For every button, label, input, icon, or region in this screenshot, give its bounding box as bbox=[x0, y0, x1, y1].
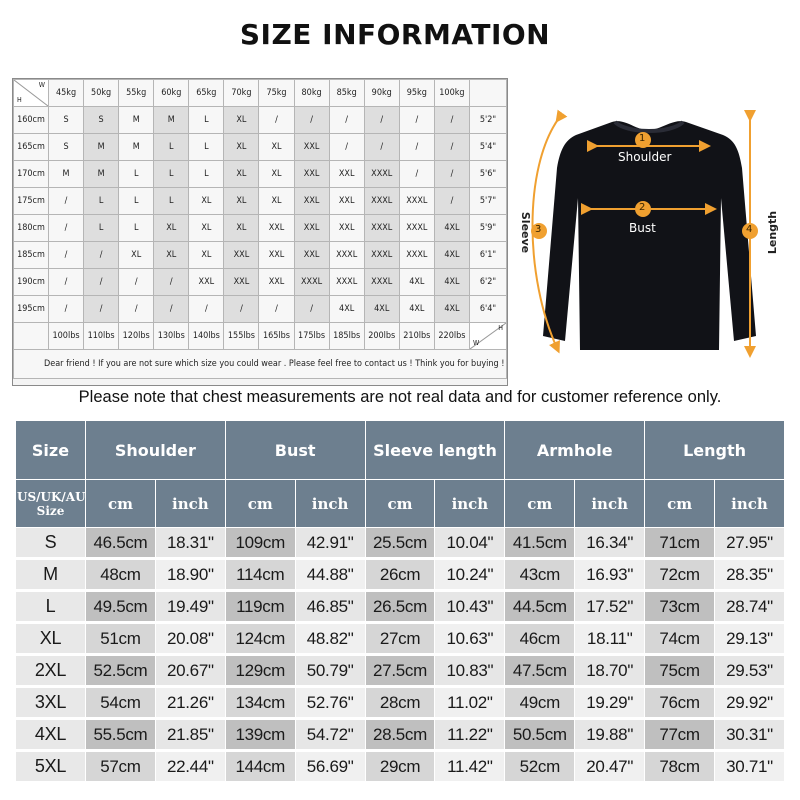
height-cm-cell: 190cm bbox=[14, 269, 49, 296]
inch-value: 44.88" bbox=[295, 559, 365, 591]
size-cell: L bbox=[16, 591, 86, 623]
cm-value: 114cm bbox=[225, 559, 295, 591]
size-cell: XXL bbox=[294, 188, 329, 215]
size-cell: XXL bbox=[294, 134, 329, 161]
unit-inch-header: inch bbox=[575, 480, 645, 528]
inch-value: 56.69" bbox=[295, 751, 365, 783]
size-cell: / bbox=[434, 134, 469, 161]
inch-value: 18.11" bbox=[575, 623, 645, 655]
height-feet-cell: 5'2" bbox=[470, 107, 507, 134]
group-header: Bust bbox=[225, 421, 365, 480]
size-cell: XXXL bbox=[329, 242, 364, 269]
size-cell: XXXL bbox=[329, 269, 364, 296]
cm-value: 43cm bbox=[505, 559, 575, 591]
size-cell: XXL bbox=[189, 269, 224, 296]
size-cell: / bbox=[119, 296, 154, 323]
size-cell: S bbox=[16, 528, 86, 559]
cm-value: 25.5cm bbox=[365, 528, 435, 559]
cm-value: 44.5cm bbox=[505, 591, 575, 623]
table-row bbox=[16, 559, 785, 591]
size-cell: XL bbox=[224, 215, 259, 242]
marker-3: 3 bbox=[535, 224, 542, 235]
weight-lbs-cell: 220lbs bbox=[434, 323, 469, 350]
corner-h-label: H bbox=[17, 96, 22, 104]
size-cell: M bbox=[84, 161, 119, 188]
height-feet-cell: 6'2" bbox=[470, 269, 507, 296]
inch-value: 20.67" bbox=[155, 655, 225, 687]
inch-value: 16.93" bbox=[575, 559, 645, 591]
cm-value: 29cm bbox=[365, 751, 435, 783]
inch-value: 10.83" bbox=[435, 655, 505, 687]
marker-4: 4 bbox=[746, 224, 753, 235]
weight-height-chart bbox=[12, 78, 508, 386]
size-code-header: US/UK/AU Size bbox=[16, 480, 86, 528]
inch-value: 19.88" bbox=[575, 719, 645, 751]
weight-lbs-cell: 110lbs bbox=[84, 323, 119, 350]
size-cell: XL bbox=[154, 215, 189, 242]
size-cell: 4XL bbox=[399, 269, 434, 296]
weight-kg-header: 50kg bbox=[84, 80, 119, 107]
size-cell: XXL bbox=[329, 161, 364, 188]
size-cell: XL bbox=[224, 161, 259, 188]
size-cell: / bbox=[329, 134, 364, 161]
table-row bbox=[16, 623, 785, 655]
size-cell: L bbox=[154, 188, 189, 215]
inch-value: 11.02" bbox=[435, 687, 505, 719]
size-cell: XL bbox=[154, 242, 189, 269]
size-cell: XXXL bbox=[364, 161, 399, 188]
cm-value: 57cm bbox=[86, 751, 156, 783]
corner-cell-bottom bbox=[470, 323, 507, 350]
group-header: Shoulder bbox=[86, 421, 226, 480]
size-cell: XXXL bbox=[364, 215, 399, 242]
table-row bbox=[16, 591, 785, 623]
size-cell: / bbox=[84, 242, 119, 269]
shoulder-label: Shoulder bbox=[618, 150, 672, 164]
size-cell: S bbox=[84, 107, 119, 134]
weight-kg-header: 60kg bbox=[154, 80, 189, 107]
height-feet-cell: 6'1" bbox=[470, 242, 507, 269]
size-cell: L bbox=[154, 134, 189, 161]
table-row bbox=[16, 751, 785, 783]
weight-lbs-cell: 120lbs bbox=[119, 323, 154, 350]
cm-value: 52cm bbox=[505, 751, 575, 783]
cm-value: 46cm bbox=[505, 623, 575, 655]
size-cell: XXXL bbox=[364, 242, 399, 269]
size-cell: XXL bbox=[224, 269, 259, 296]
size-cell: XL bbox=[224, 134, 259, 161]
table-row bbox=[16, 687, 785, 719]
page-title: SIZE INFORMATION bbox=[239, 18, 551, 51]
height-feet-cell: 6'4" bbox=[470, 296, 507, 323]
weight-lbs-cell: 175lbs bbox=[294, 323, 329, 350]
weight-lbs-cell: 130lbs bbox=[154, 323, 189, 350]
contact-note: Dear friend ! If you are not sure which size you could wear . Please feel free to contact us ! Think you for buying ! bbox=[14, 350, 507, 379]
length-label: Length bbox=[766, 210, 780, 255]
size-cell: L bbox=[189, 161, 224, 188]
cm-value: 139cm bbox=[225, 719, 295, 751]
inch-value: 46.85" bbox=[295, 591, 365, 623]
weight-kg-header: 70kg bbox=[224, 80, 259, 107]
inch-value: 18.70" bbox=[575, 655, 645, 687]
cm-value: 41.5cm bbox=[505, 528, 575, 559]
size-cell: M bbox=[154, 107, 189, 134]
cm-value: 77cm bbox=[645, 719, 715, 751]
height-feet-cell: 5'9" bbox=[470, 215, 507, 242]
size-cell: XXL bbox=[329, 188, 364, 215]
inch-value: 54.72" bbox=[295, 719, 365, 751]
cm-value: 26.5cm bbox=[365, 591, 435, 623]
inch-value: 20.47" bbox=[575, 751, 645, 783]
weight-lbs-cell: 200lbs bbox=[364, 323, 399, 350]
size-cell: XXL bbox=[224, 242, 259, 269]
corner2-h-label: H bbox=[498, 324, 503, 332]
height-row bbox=[14, 161, 507, 188]
height-row bbox=[14, 269, 507, 296]
size-cell: 3XL bbox=[16, 687, 86, 719]
inch-value: 30.31" bbox=[715, 719, 785, 751]
size-cell: / bbox=[154, 269, 189, 296]
size-cell: L bbox=[84, 215, 119, 242]
size-cell: XXXL bbox=[294, 269, 329, 296]
inch-value: 29.13" bbox=[715, 623, 785, 655]
size-cell: / bbox=[364, 107, 399, 134]
cm-value: 55.5cm bbox=[86, 719, 156, 751]
empty-header-cell bbox=[470, 80, 507, 107]
cm-value: 49cm bbox=[505, 687, 575, 719]
weight-kg-header: 55kg bbox=[119, 80, 154, 107]
size-cell: L bbox=[119, 188, 154, 215]
size-cell: / bbox=[224, 296, 259, 323]
size-cell: XL bbox=[189, 188, 224, 215]
group-header: Sleeve length bbox=[365, 421, 505, 480]
cm-value: 74cm bbox=[645, 623, 715, 655]
height-feet-cell: 5'6" bbox=[470, 161, 507, 188]
size-cell: XXL bbox=[259, 269, 294, 296]
unit-inch-header: inch bbox=[155, 480, 225, 528]
unit-cm-header: cm bbox=[86, 480, 156, 528]
height-cm-cell: 165cm bbox=[14, 134, 49, 161]
sweater-illustration bbox=[515, 78, 785, 384]
inch-value: 19.29" bbox=[575, 687, 645, 719]
cm-value: 48cm bbox=[86, 559, 156, 591]
cm-value: 124cm bbox=[225, 623, 295, 655]
size-cell: XXXL bbox=[399, 188, 434, 215]
weight-lbs-cell: 155lbs bbox=[224, 323, 259, 350]
size-cell: / bbox=[49, 296, 84, 323]
weight-kg-header: 75kg bbox=[259, 80, 294, 107]
size-cell: 4XL bbox=[434, 269, 469, 296]
inch-value: 21.26" bbox=[155, 687, 225, 719]
size-cell: / bbox=[84, 269, 119, 296]
cm-value: 75cm bbox=[645, 655, 715, 687]
height-feet-cell: 5'4" bbox=[470, 134, 507, 161]
size-cell: XL bbox=[189, 215, 224, 242]
corner-cell-top bbox=[14, 80, 49, 107]
size-cell: / bbox=[364, 134, 399, 161]
weight-kg-header: 90kg bbox=[364, 80, 399, 107]
inch-value: 28.74" bbox=[715, 591, 785, 623]
height-cm-cell: 175cm bbox=[14, 188, 49, 215]
inch-value: 22.44" bbox=[155, 751, 225, 783]
size-cell: XXL bbox=[294, 161, 329, 188]
size-cell: 5XL bbox=[16, 751, 86, 783]
height-cm-cell: 195cm bbox=[14, 296, 49, 323]
cm-value: 76cm bbox=[645, 687, 715, 719]
inch-value: 20.08" bbox=[155, 623, 225, 655]
size-cell: L bbox=[119, 215, 154, 242]
size-cell: XXL bbox=[329, 215, 364, 242]
size-cell: / bbox=[119, 269, 154, 296]
cm-value: 27cm bbox=[365, 623, 435, 655]
size-cell: 4XL bbox=[434, 242, 469, 269]
cm-value: 46.5cm bbox=[86, 528, 156, 559]
unit-cm-header: cm bbox=[225, 480, 295, 528]
height-cm-cell: 170cm bbox=[14, 161, 49, 188]
inch-value: 21.85" bbox=[155, 719, 225, 751]
cm-value: 72cm bbox=[645, 559, 715, 591]
cm-value: 50.5cm bbox=[505, 719, 575, 751]
weight-kg-header: 45kg bbox=[49, 80, 84, 107]
size-cell: / bbox=[399, 161, 434, 188]
inch-value: 18.31" bbox=[155, 528, 225, 559]
inch-value: 48.82" bbox=[295, 623, 365, 655]
cm-value: 49.5cm bbox=[86, 591, 156, 623]
cm-value: 78cm bbox=[645, 751, 715, 783]
size-cell: 4XL bbox=[399, 296, 434, 323]
size-cell: 4XL bbox=[434, 215, 469, 242]
size-cell: / bbox=[434, 188, 469, 215]
inch-value: 30.71" bbox=[715, 751, 785, 783]
size-cell: / bbox=[49, 215, 84, 242]
height-row bbox=[14, 242, 507, 269]
weight-kg-header: 65kg bbox=[189, 80, 224, 107]
cm-value: 109cm bbox=[225, 528, 295, 559]
cm-value: 144cm bbox=[225, 751, 295, 783]
weight-lbs-cell: 140lbs bbox=[189, 323, 224, 350]
inch-value: 19.49" bbox=[155, 591, 225, 623]
unit-cm-header: cm bbox=[505, 480, 575, 528]
size-cell: XXL bbox=[259, 215, 294, 242]
height-row bbox=[14, 215, 507, 242]
weight-kg-header: 100kg bbox=[434, 80, 469, 107]
size-cell: 4XL bbox=[329, 296, 364, 323]
size-cell: / bbox=[329, 107, 364, 134]
size-cell: / bbox=[154, 296, 189, 323]
size-cell: / bbox=[294, 107, 329, 134]
height-cm-cell: 160cm bbox=[14, 107, 49, 134]
size-cell: / bbox=[434, 161, 469, 188]
size-cell: XL bbox=[224, 107, 259, 134]
cm-value: 54cm bbox=[86, 687, 156, 719]
inch-value: 29.92" bbox=[715, 687, 785, 719]
size-cell: XL bbox=[224, 188, 259, 215]
height-cm-cell: 180cm bbox=[14, 215, 49, 242]
size-cell: M bbox=[119, 134, 154, 161]
size-cell: XXL bbox=[259, 242, 294, 269]
cm-value: 47.5cm bbox=[505, 655, 575, 687]
inch-value: 17.52" bbox=[575, 591, 645, 623]
size-cell: / bbox=[399, 107, 434, 134]
inch-value: 52.76" bbox=[295, 687, 365, 719]
unit-cm-header: cm bbox=[365, 480, 435, 528]
inch-value: 16.34" bbox=[575, 528, 645, 559]
size-cell: L bbox=[84, 188, 119, 215]
unit-cm-header: cm bbox=[645, 480, 715, 528]
cm-value: 28cm bbox=[365, 687, 435, 719]
size-cell: M bbox=[16, 559, 86, 591]
size-cell: M bbox=[49, 161, 84, 188]
marker-2: 2 bbox=[639, 202, 646, 213]
inch-value: 10.24" bbox=[435, 559, 505, 591]
size-cell: / bbox=[49, 188, 84, 215]
size-cell: 4XL bbox=[364, 296, 399, 323]
weight-kg-header: 85kg bbox=[329, 80, 364, 107]
inch-value: 11.22" bbox=[435, 719, 505, 751]
size-cell: / bbox=[259, 107, 294, 134]
size-cell: 2XL bbox=[16, 655, 86, 687]
marker-1: 1 bbox=[639, 133, 646, 144]
size-cell: M bbox=[119, 107, 154, 134]
unit-inch-header: inch bbox=[715, 480, 785, 528]
inch-value: 10.43" bbox=[435, 591, 505, 623]
size-cell: / bbox=[189, 296, 224, 323]
size-cell: M bbox=[84, 134, 119, 161]
cm-value: 134cm bbox=[225, 687, 295, 719]
height-cm-cell: 185cm bbox=[14, 242, 49, 269]
size-cell: L bbox=[189, 134, 224, 161]
weight-lbs-cell: 100lbs bbox=[49, 323, 84, 350]
size-cell: / bbox=[259, 296, 294, 323]
size-cell: XXXL bbox=[364, 269, 399, 296]
unit-inch-header: inch bbox=[435, 480, 505, 528]
size-cell: XXXL bbox=[399, 215, 434, 242]
table-row bbox=[16, 528, 785, 559]
size-cell: XXL bbox=[294, 215, 329, 242]
height-row bbox=[14, 134, 507, 161]
height-row bbox=[14, 107, 507, 134]
size-cell: L bbox=[119, 161, 154, 188]
height-row bbox=[14, 296, 507, 323]
size-cell: / bbox=[399, 134, 434, 161]
size-cell: L bbox=[189, 107, 224, 134]
cm-value: 73cm bbox=[645, 591, 715, 623]
note-row bbox=[14, 350, 507, 379]
inch-value: 18.90" bbox=[155, 559, 225, 591]
size-cell: / bbox=[49, 242, 84, 269]
inch-value: 29.53" bbox=[715, 655, 785, 687]
size-cell: XL bbox=[119, 242, 154, 269]
size-cell: / bbox=[434, 107, 469, 134]
inch-value: 42.91" bbox=[295, 528, 365, 559]
size-cell: 4XL bbox=[434, 296, 469, 323]
size-cell: / bbox=[84, 296, 119, 323]
table-row bbox=[16, 655, 785, 687]
sleeve-label: Sleeve bbox=[519, 211, 533, 254]
group-header: Armhole bbox=[505, 421, 645, 480]
size-cell: XL bbox=[259, 134, 294, 161]
size-cell: S bbox=[49, 107, 84, 134]
size-cell: / bbox=[49, 269, 84, 296]
cm-value: 27.5cm bbox=[365, 655, 435, 687]
size-cell: 4XL bbox=[16, 719, 86, 751]
unit-inch-header: inch bbox=[295, 480, 365, 528]
inch-value: 10.04" bbox=[435, 528, 505, 559]
corner2-w-label: W bbox=[473, 339, 480, 347]
inch-value: 50.79" bbox=[295, 655, 365, 687]
measurement-table bbox=[15, 420, 785, 784]
inch-value: 10.63" bbox=[435, 623, 505, 655]
inch-value: 28.35" bbox=[715, 559, 785, 591]
weight-lbs-cell: 185lbs bbox=[329, 323, 364, 350]
cm-value: 52.5cm bbox=[86, 655, 156, 687]
weight-height-table bbox=[13, 79, 507, 379]
disclaimer-text: Please note that chest measurements are not real data and for customer reference only. bbox=[78, 388, 722, 406]
size-cell: XL bbox=[259, 188, 294, 215]
cm-value: 26cm bbox=[365, 559, 435, 591]
weight-lbs-cell: 210lbs bbox=[399, 323, 434, 350]
inch-value: 11.42" bbox=[435, 751, 505, 783]
table-row bbox=[16, 719, 785, 751]
size-cell: XXL bbox=[294, 242, 329, 269]
height-feet-cell: 5'7" bbox=[470, 188, 507, 215]
height-row bbox=[14, 188, 507, 215]
cm-value: 129cm bbox=[225, 655, 295, 687]
weight-kg-header: 80kg bbox=[294, 80, 329, 107]
group-header: Length bbox=[645, 421, 785, 480]
weight-kg-header: 95kg bbox=[399, 80, 434, 107]
inch-value: 27.95" bbox=[715, 528, 785, 559]
size-cell: XL bbox=[259, 161, 294, 188]
weight-lbs-cell: 165lbs bbox=[259, 323, 294, 350]
cm-value: 71cm bbox=[645, 528, 715, 559]
size-cell: XL bbox=[16, 623, 86, 655]
empty-lbs-cell bbox=[14, 323, 49, 350]
bust-label: Bust bbox=[629, 221, 656, 235]
weight-header-row bbox=[14, 80, 507, 107]
cm-value: 119cm bbox=[225, 591, 295, 623]
weight-lbs-row bbox=[14, 323, 507, 350]
size-cell: XL bbox=[189, 242, 224, 269]
corner-w-label: W bbox=[38, 81, 45, 89]
size-cell: XXXL bbox=[399, 242, 434, 269]
cm-value: 28.5cm bbox=[365, 719, 435, 751]
size-cell: XXXL bbox=[364, 188, 399, 215]
size-cell: S bbox=[49, 134, 84, 161]
size-cell: L bbox=[154, 161, 189, 188]
size-cell: / bbox=[294, 296, 329, 323]
size-header: Size bbox=[16, 421, 86, 480]
cm-value: 51cm bbox=[86, 623, 156, 655]
